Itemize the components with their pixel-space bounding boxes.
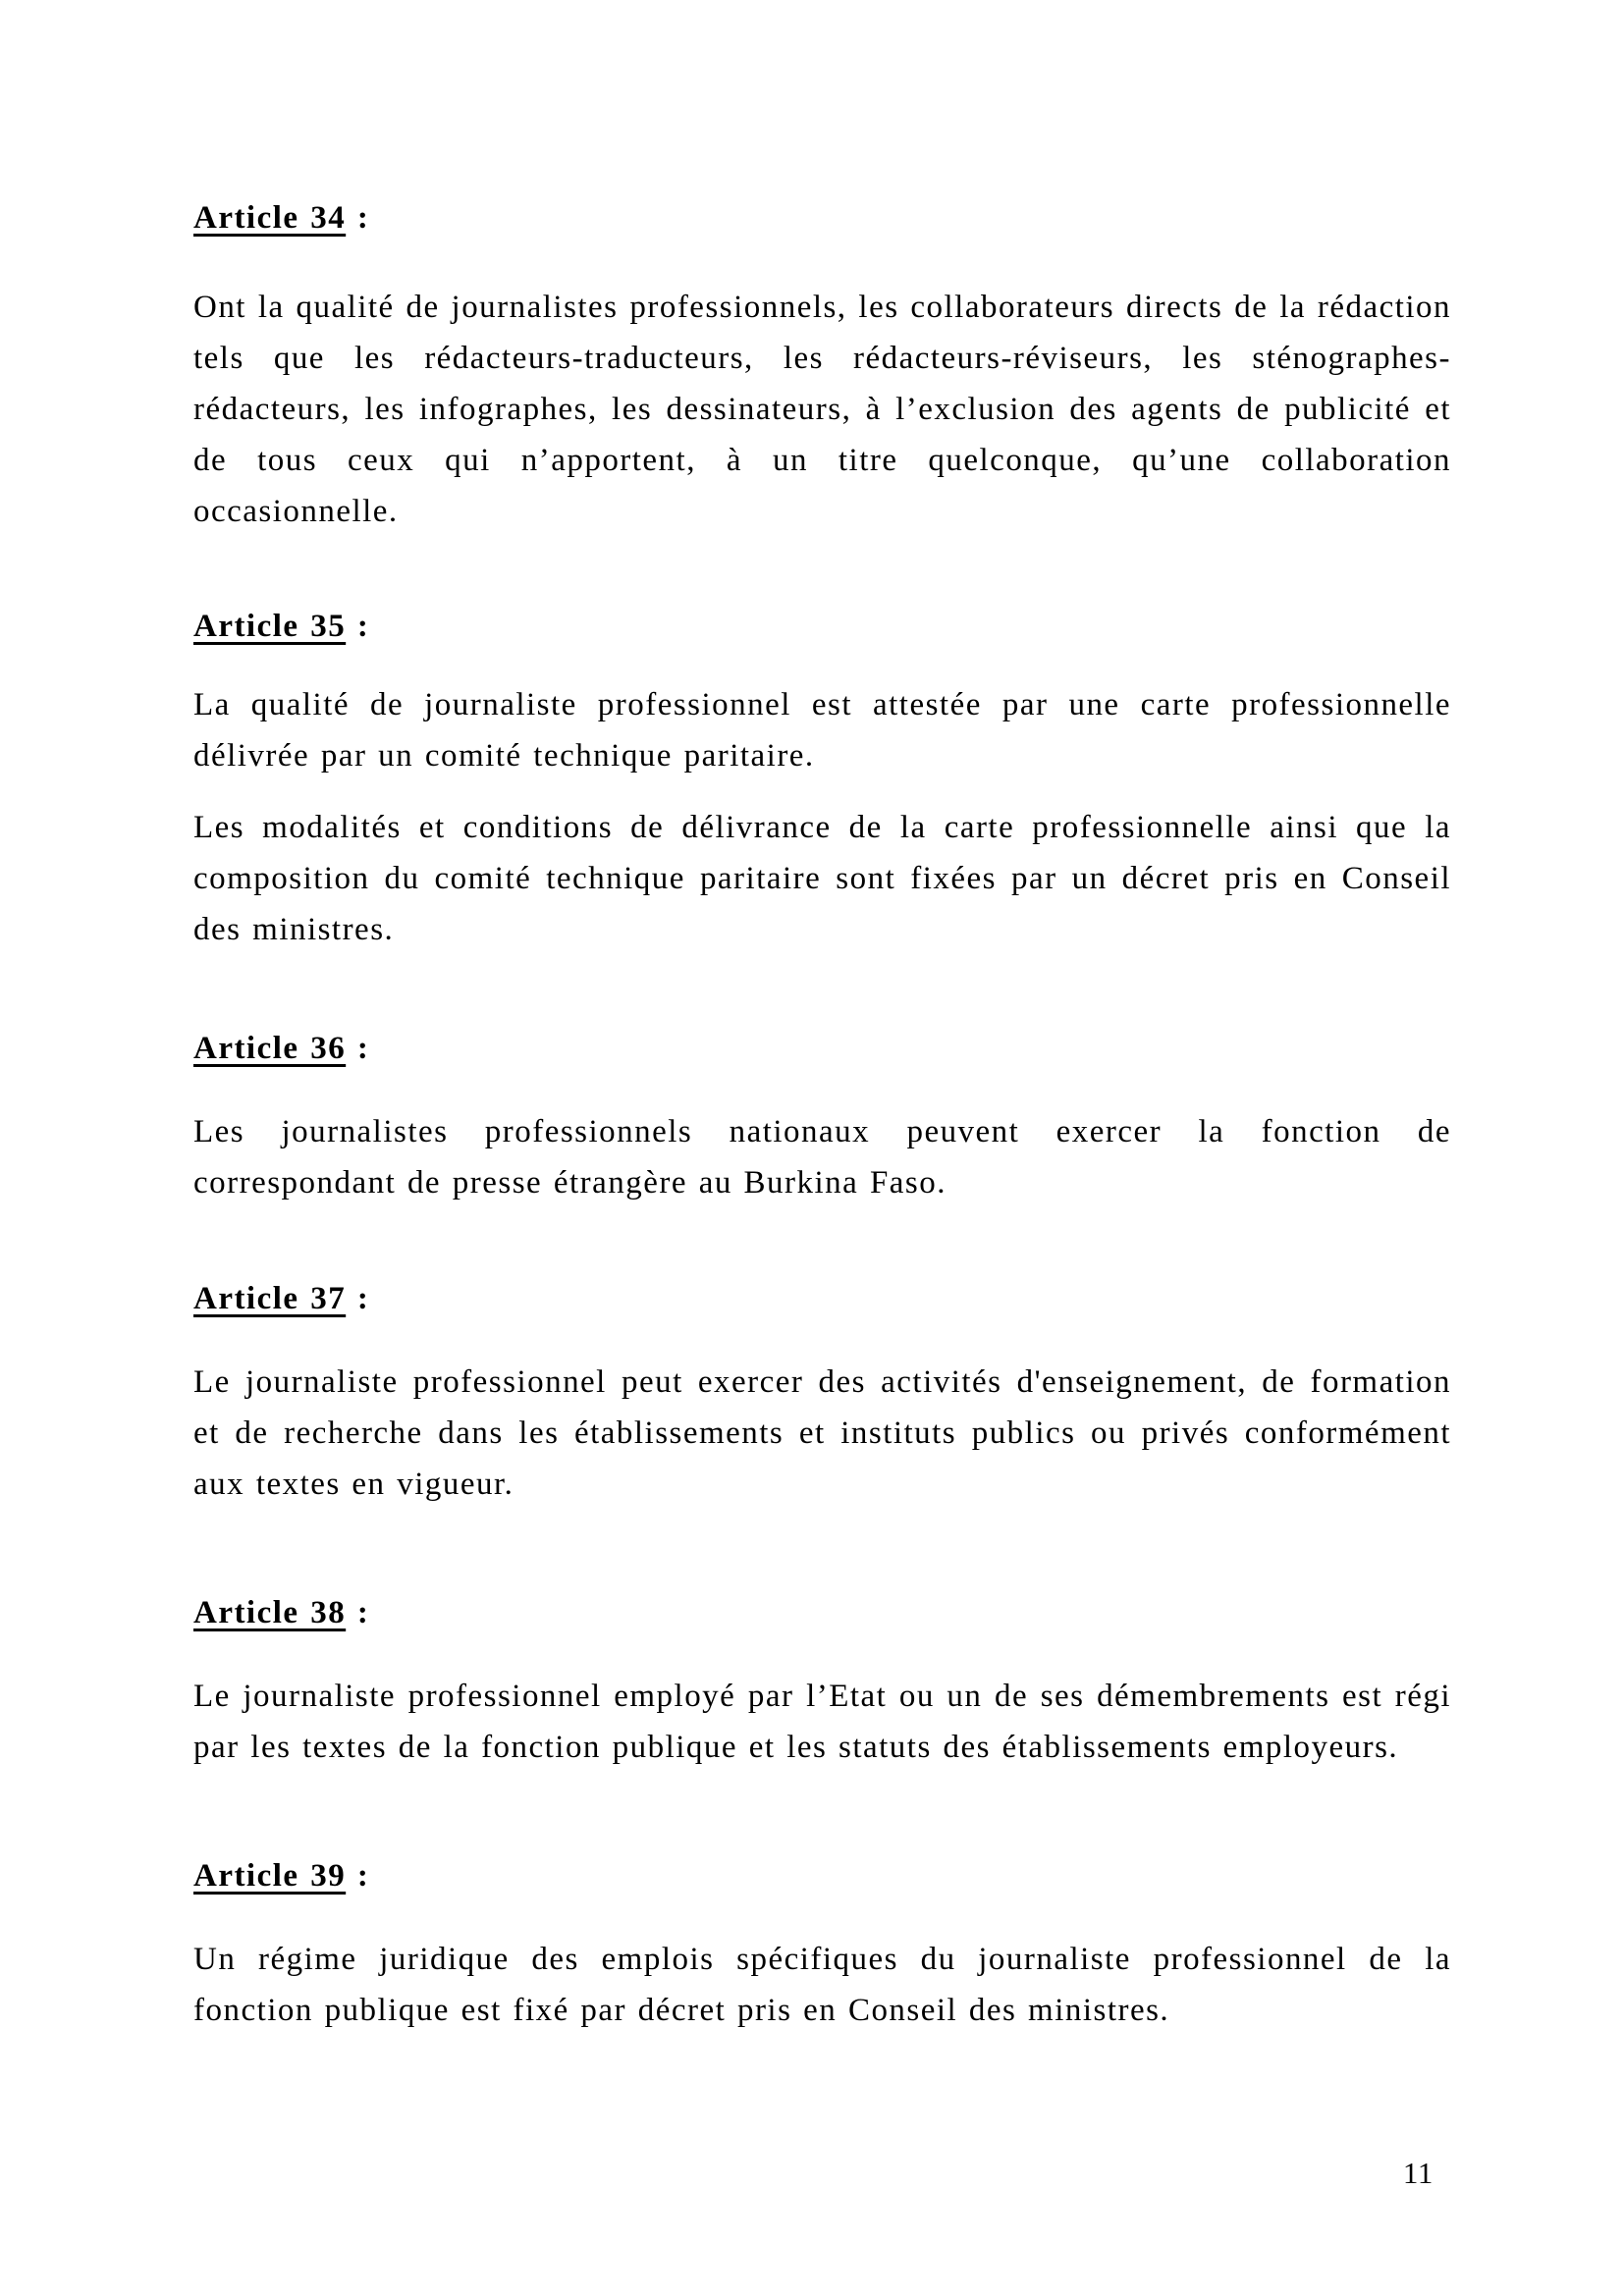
article-37-heading-label: Article 37 [193,1281,347,1316]
article-34-paragraph-1: Ont la qualité de journalistes professionnels, les collaborateurs directs de la rédaction tels que les rédacteurs-traducteurs, les rédacteurs-réviseurs, les sténographes-rédacteurs, les infographes, les dessinateurs, à l’exclusion des agents de publicité et de tous ceux qui n’apportent, à un titre quelconque, qu’une collaboration occasionnelle. [193,290,1451,529]
article-38-heading-label: Article 38 [193,1595,347,1630]
article-39-heading [193,1850,1451,1901]
article-34-heading-colon: : [346,200,370,236]
article-39-section [193,1850,1451,2036]
article-36-heading [193,1023,1451,1074]
page-number: 11 [1402,2156,1434,2190]
article-36-heading-colon: : [346,1031,370,1066]
article-38-heading-colon: : [346,1595,370,1630]
article-39-heading-colon: : [346,1858,370,1894]
article-34-heading [193,192,1451,243]
article-36-paragraph-1: Les journalistes professionnels nationaux peuvent exercer la fonction de correspondant de presse étrangère au Burkina Faso. [193,1114,1451,1201]
article-39-paragraph-1: Un régime juridique des emplois spécifiques du journaliste professionnel de la fonction publique est fixé par décret pris en Conseil des ministres. [193,1942,1451,2028]
article-35-heading-label: Article 35 [193,609,347,644]
article-38-section [193,1587,1451,1773]
article-35-heading [193,601,1451,652]
article-37-paragraph-1: Le journaliste professionnel peut exercer des activités d'enseignement, de formation et de recherche dans les établissements et instituts publics ou privés conformément aux textes en vigueur. [193,1364,1451,1502]
article-35-paragraph-2: Les modalités et conditions de délivrance de la carte professionnelle ainsi que la composition du comité technique paritaire sont fixées par un décret pris en Conseil des ministres. [193,810,1451,947]
article-34-section [193,192,1451,537]
article-37-section [193,1273,1451,1510]
article-39-heading-label: Article 39 [193,1858,347,1894]
article-35-heading-colon: : [346,609,370,644]
article-35-paragraph-1: La qualité de journaliste professionnel est attestée par une carte professionnelle délivrée par un comité technique paritaire. [193,687,1451,774]
article-36-section [193,1023,1451,1208]
article-37-heading [193,1273,1451,1324]
article-38-heading [193,1587,1451,1638]
article-35-section [193,601,1451,955]
article-38-paragraph-1: Le journaliste professionnel employé par l’Etat ou un de ses démembrements est régi par les textes de la fonction publique et les statuts des établissements employeurs. [193,1679,1451,1765]
article-37-heading-colon: : [346,1281,370,1316]
article-36-heading-label: Article 36 [193,1031,347,1066]
article-34-heading-label: Article 34 [193,200,347,236]
